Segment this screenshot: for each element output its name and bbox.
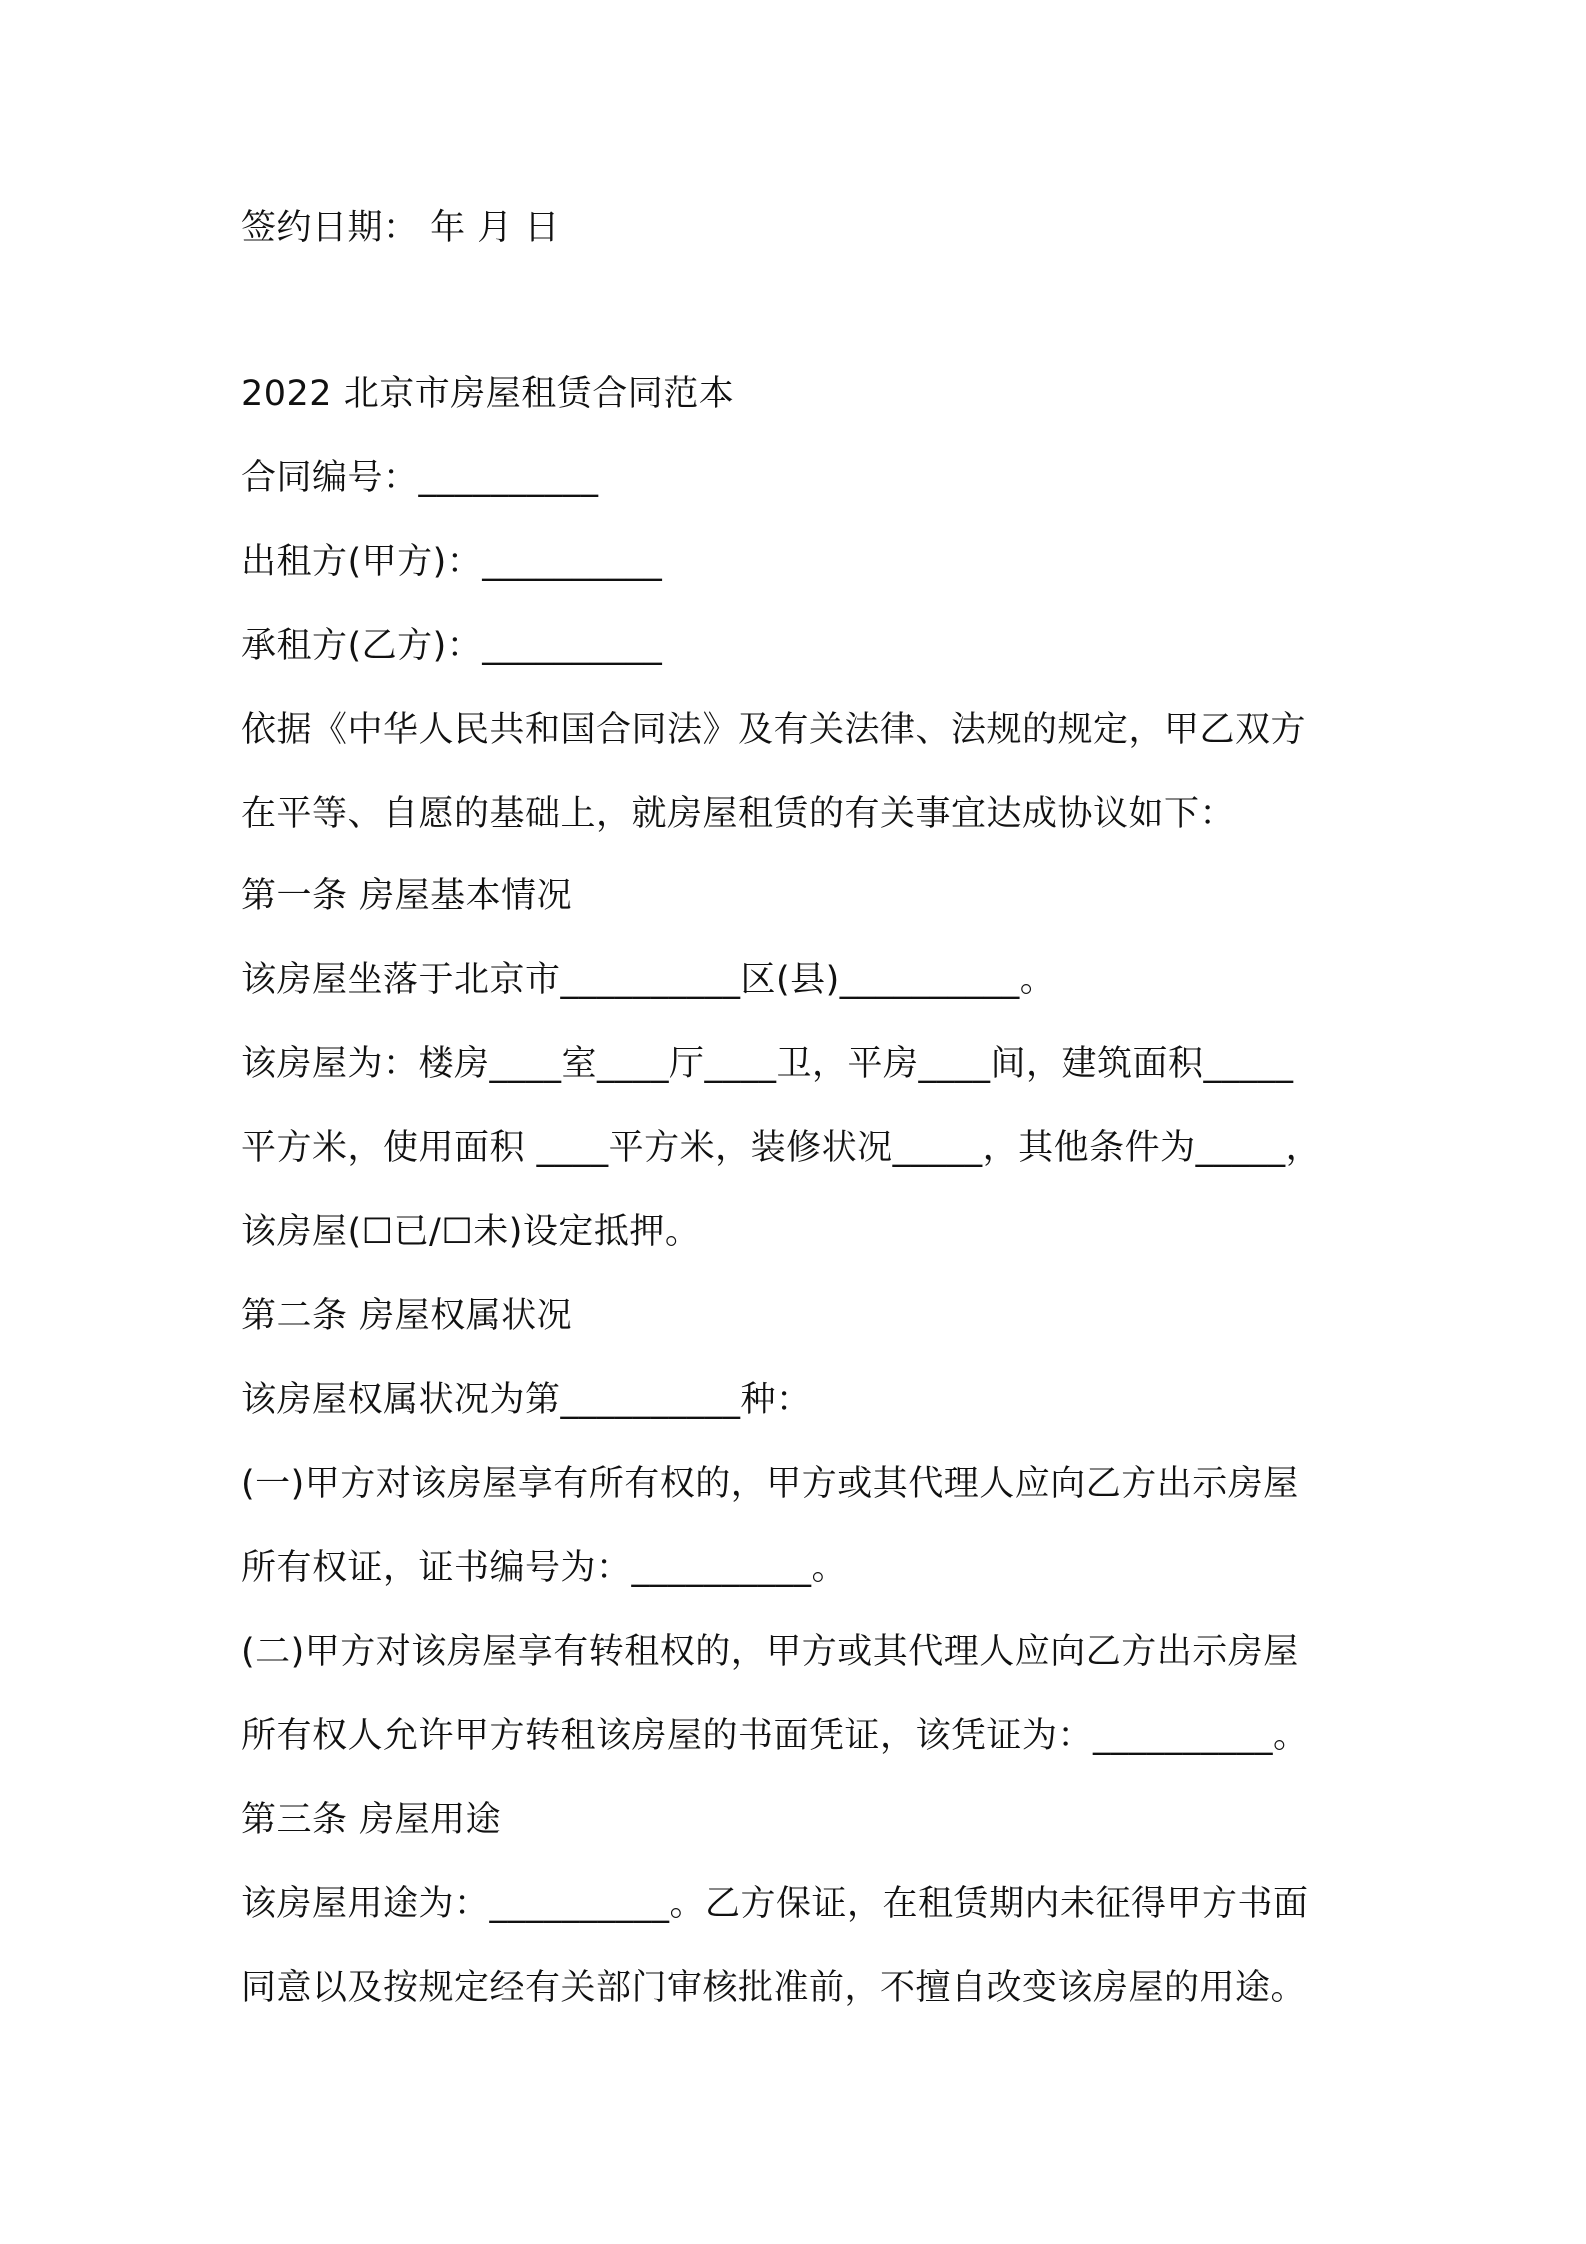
article-1-heading: 第一条 房屋基本情况: [241, 876, 573, 916]
lessor-line: 出租方(甲方)：__________: [241, 542, 663, 582]
article-2-item-1-line-1: (一)甲方对该房屋享有所有权的，甲方或其代理人应向乙方出示房屋: [241, 1464, 1299, 1504]
intro-paragraph-line-2: 在平等、自愿的基础上，就房屋租赁的有关事宜达成协议如下：: [241, 794, 1236, 834]
article-2-item-2-line-1: (二)甲方对该房屋享有转租权的，甲方或其代理人应向乙方出示房屋: [241, 1632, 1299, 1672]
article-1-area: 平方米，使用面积 ____平方米，装修状况_____，其他条件为_____，: [241, 1128, 1322, 1168]
article-3-line-1: 该房屋用途为：__________。乙方保证，在租赁期内未征得甲方书面: [241, 1884, 1309, 1924]
article-2-heading: 第二条 房屋权属状况: [241, 1296, 573, 1336]
article-2-type: 该房屋权属状况为第__________种：: [241, 1380, 812, 1420]
article-2-item-2-line-2: 所有权人允许甲方转租该房屋的书面凭证，该凭证为：__________。: [241, 1716, 1309, 1756]
article-1-rooms: 该房屋为：楼房____室____厅____卫，平房____间，建筑面积_____: [241, 1044, 1294, 1084]
article-3-line-2: 同意以及按规定经有关部门审核批准前，不擅自改变该房屋的用途。: [241, 1968, 1307, 2008]
article-3-heading: 第三条 房屋用途: [241, 1800, 502, 1840]
article-1-mortgage: 该房屋(☐已/☐未)设定抵押。: [241, 1212, 701, 1252]
lessee-line: 承租方(乙方)：__________: [241, 626, 663, 666]
article-1-location: 该房屋坐落于北京市__________区(县)__________。: [241, 960, 1056, 1000]
signing-date: 签约日期： 年 月 日: [241, 208, 560, 248]
intro-paragraph-line-1: 依据《中华人民共和国合同法》及有关法律、法规的规定，甲乙双方: [241, 710, 1307, 750]
document-title: 2022 北京市房屋租赁合同范本: [241, 374, 735, 414]
article-2-item-1-line-2: 所有权证，证书编号为：__________。: [241, 1548, 848, 1588]
contract-number: 合同编号：__________: [241, 458, 599, 498]
